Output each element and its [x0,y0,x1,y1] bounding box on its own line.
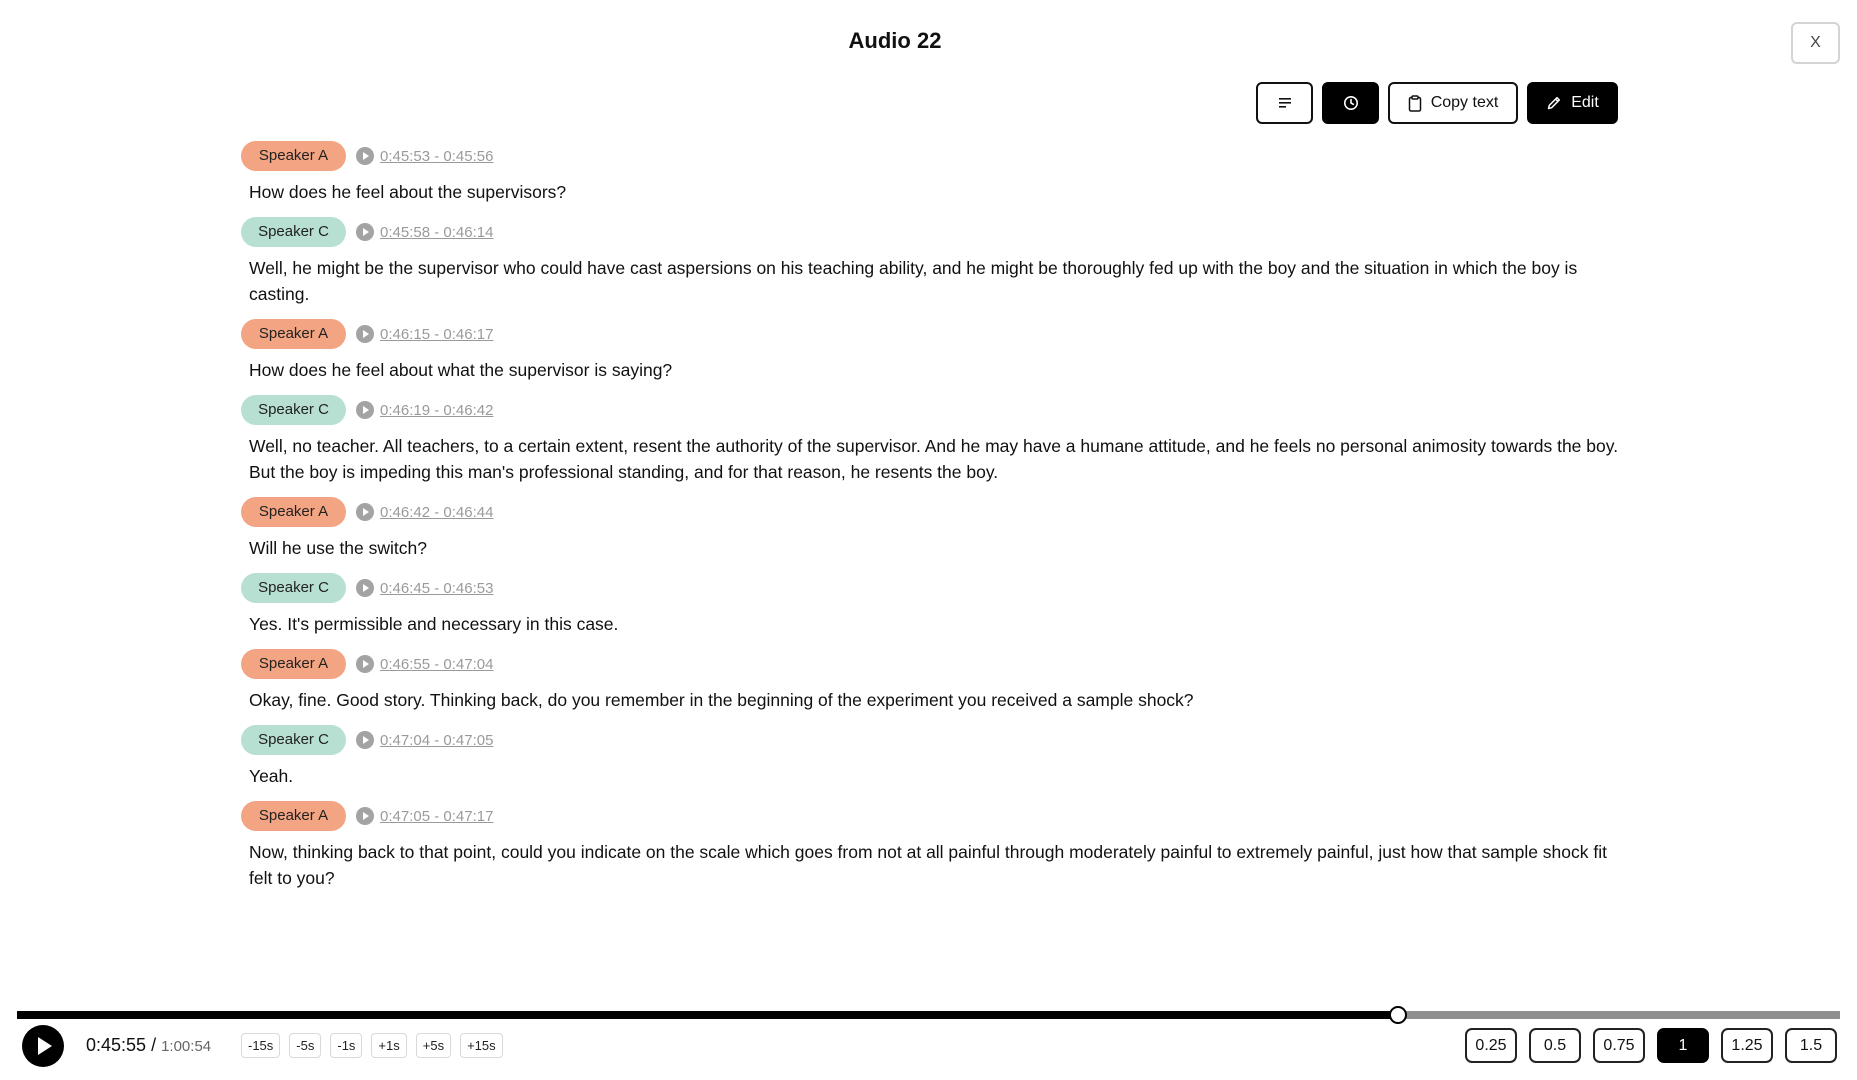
segment-timestamp[interactable]: 0:46:15 - 0:46:17 [380,325,494,343]
segment-timestamp[interactable]: 0:46:19 - 0:46:42 [380,401,494,419]
speed-button[interactable]: 0.5 [1529,1028,1581,1063]
skip-controls [241,1033,503,1058]
seek-handle[interactable] [1389,1006,1407,1024]
speaker-badge[interactable]: Speaker A [241,649,346,679]
utterance-text: How does he feel about the supervisors? [249,182,567,202]
seek-bar-progress [17,1011,1398,1019]
edit-label: Edit [1571,94,1599,111]
speaker-badge[interactable]: Speaker A [241,141,346,171]
play-segment-icon[interactable] [356,807,374,825]
utterance-text: How does he feel about what the supervisor is saying? [249,360,673,380]
copy-text-button[interactable] [1388,82,1518,124]
transcript [241,141,1621,903]
clipboard-icon [1408,95,1422,112]
skip-forward-1-button[interactable]: +1s [371,1033,406,1058]
clock-icon [1343,95,1359,111]
speed-button-active[interactable]: 1 [1657,1028,1709,1063]
transcript-entry [241,573,1621,637]
play-segment-icon[interactable] [356,223,374,241]
skip-back-15-button[interactable]: -15s [241,1033,280,1058]
skip-back-5-button[interactable]: -5s [289,1033,321,1058]
utterance-text: Yeah. [249,766,294,786]
play-button[interactable] [22,1025,64,1067]
segment-timestamp[interactable]: 0:46:42 - 0:46:44 [380,503,494,521]
play-segment-icon[interactable] [356,401,374,419]
page-title: Audio 22 [848,28,942,53]
edit-button[interactable] [1527,82,1618,124]
skip-forward-5-button[interactable]: +5s [416,1033,451,1058]
speaker-badge[interactable]: Speaker C [241,395,346,425]
segment-timestamp[interactable]: 0:46:45 - 0:46:53 [380,579,494,597]
segment-timestamp[interactable]: 0:47:04 - 0:47:05 [380,731,494,749]
transcript-entry [241,725,1621,789]
timestamps-toggle-button[interactable] [1322,82,1379,124]
toolbar [1256,82,1618,124]
text-view-button[interactable] [1256,82,1313,124]
play-segment-icon[interactable] [356,731,374,749]
current-time: 0:45:55 [86,1035,147,1055]
play-segment-icon[interactable] [356,655,374,673]
play-segment-icon[interactable] [356,147,374,165]
speaker-badge[interactable]: Speaker C [241,573,346,603]
segment-timestamp[interactable]: 0:47:05 - 0:47:17 [380,807,494,825]
speed-button[interactable]: 1.25 [1721,1028,1773,1063]
segment-timestamp[interactable]: 0:45:58 - 0:46:14 [380,223,494,241]
speaker-badge[interactable]: Speaker A [241,319,346,349]
utterance-text: Yes. It's permissible and necessary in this case. [249,614,619,634]
speed-button[interactable]: 0.25 [1465,1028,1517,1063]
utterance-text: Well, no teacher. All teachers, to a certain extent, resent the authority of the supervisor. And he may have a humane attitude, and he feels no personal animosity towards the boy. But the boy is impeding this man's professional standing, and for that reason, he resents the boy. [249,436,1619,482]
speaker-badge[interactable]: Speaker A [241,801,346,831]
transcript-entry [241,395,1621,485]
speaker-badge[interactable]: Speaker A [241,497,346,527]
play-segment-icon[interactable] [356,579,374,597]
time-separator: / [146,1035,162,1055]
play-segment-icon[interactable] [356,325,374,343]
transcript-entry [241,801,1621,891]
utterance-text: Will he use the switch? [249,538,427,558]
transcript-entry [241,141,1621,205]
skip-forward-15-button[interactable]: +15s [460,1033,503,1058]
copy-text-label: Copy text [1430,94,1499,111]
utterance-text: Okay, fine. Good story. Thinking back, do you remember in the beginning of the experiment you received a sample shock? [249,690,1194,710]
play-segment-icon[interactable] [356,503,374,521]
time-display [86,1035,211,1056]
skip-back-1-button[interactable]: -1s [330,1033,362,1058]
transcript-entry [241,319,1621,383]
speed-button[interactable]: 0.75 [1593,1028,1645,1063]
speed-button[interactable]: 1.5 [1785,1028,1837,1063]
transcript-entry [241,497,1621,561]
segment-timestamp[interactable]: 0:46:55 - 0:47:04 [380,655,494,673]
segment-timestamp[interactable]: 0:45:53 - 0:45:56 [380,147,494,165]
playback-speed-controls [1465,1028,1837,1063]
seek-bar[interactable] [17,1011,1840,1019]
utterance-text: Well, he might be the supervisor who could have cast aspersions on his teaching ability, and he might be thoroughly fed up with the boy and the situation in which the boy is casting. [249,258,1578,304]
speaker-badge[interactable]: Speaker C [241,725,346,755]
lines-icon [1277,97,1293,109]
speaker-badge[interactable]: Speaker C [241,217,346,247]
pencil-icon [1546,95,1562,111]
utterance-text: Now, thinking back to that point, could you indicate on the scale which goes from not at all painful through moderately painful to extremely painful, just how that sample shock fit felt to you? [249,842,1607,888]
transcript-entry [241,217,1621,307]
total-time: 1:00:54 [161,1038,212,1055]
transcript-entry [241,649,1621,713]
close-button[interactable]: X [1791,22,1840,64]
